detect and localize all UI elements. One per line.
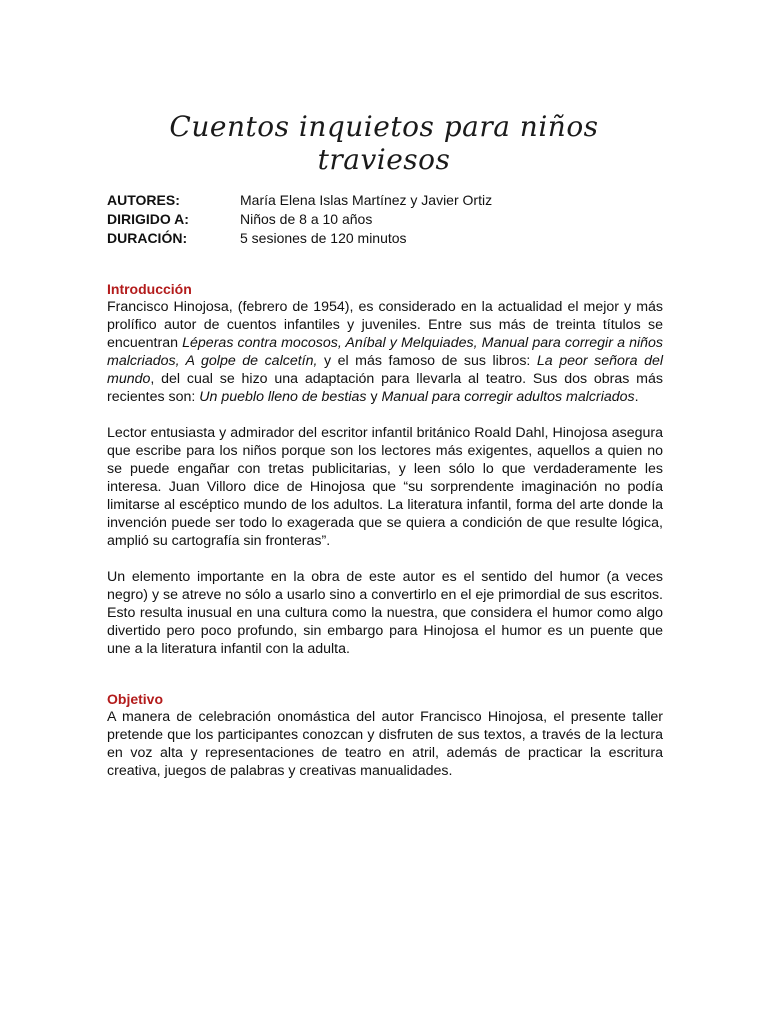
document-title: Cuentos inquietos para niños traviesos [169,110,599,176]
section-heading-objetivo: Objetivo [107,691,164,707]
book-title: La peor señora del mundo [107,353,664,387]
book-titles: Léperas contra mocosos, Aníbal y Melquiades, Manual para corregir a niños malcriados, A golpe de calcetín, [107,335,664,369]
paragraph: Lector entusiasta y admirador del escritor infantil británico Roald Dahl, Hinojosa asegura que escribe para los niños porque son los lectores más exigentes, aquellos a quien no se puede engañar con tretas publicitarias, y leen sólo lo que verdaderamente les interesa. Juan Villoro dice de Hinojosa que “su sorprendente imaginación no podía limitarse al escéptico mundo de los adultos. La literatura infantil, forma del arte donde la invención puede ser todo lo exagerada que se quiera a condición de que resulte lógica, amplió su cartografía sin fronteras”. [107,425,663,549]
meta-row-autores [107,191,667,210]
section-objetivo [107,690,663,780]
text-run: y [366,389,382,405]
meta-row-duracion [107,229,667,248]
text-run: Francisco Hinojosa, (febrero de 1954), es considerado en la actualidad el mejor y más prolífico autor de cuentos infantiles y juveniles. Entre sus más de treinta títulos se encuentran [107,299,663,351]
meta-value: 5 sesiones de 120 minutos [240,230,407,246]
book-title: Un pueblo lleno de bestias [199,389,367,405]
text-run: y el más famoso de sus libros: [317,353,537,369]
paragraph: Un elemento importante en la obra de este autor es el sentido del humor (a veces negro) y se atreve no sólo a usarlo sino a convertirlo en el eje primordial de sus escritos. Esto resulta inusual en una cultura como la nuestra, que considera el humor como algo divertido pero poco profundo, sin embargo para Hinojosa el humor es un puente que une a la literatura infantil con la adulta. [107,569,663,657]
section-introduccion [107,280,663,658]
section-heading-introduccion: Introducción [107,281,192,297]
paragraph: A manera de celebración onomástica del autor Francisco Hinojosa, el presente taller pretende que los participantes conozcan y disfruten de sus textos, a través de la lectura en voz alta y representaciones de teatro en atril, además de practicar la escritura creativa, juegos de palabras y creativas manualidades. [107,709,663,779]
book-title: Manual para corregir adultos malcriados [381,389,635,405]
meta-row-dirigido [107,210,667,229]
text-run: , del cual se hizo una adaptación para llevarla al teatro. Sus dos obras más recientes son: [107,371,663,405]
paragraph [107,298,663,406]
text-run: . [634,389,639,405]
meta-label: DIRIGIDO A: [107,211,189,227]
metadata-block [107,191,667,248]
meta-label: DURACIÓN: [107,230,188,246]
meta-value: Niños de 8 a 10 años [240,211,373,227]
meta-value: María Elena Islas Martínez y Javier Ortiz [240,192,493,208]
meta-label: AUTORES: [107,192,180,208]
